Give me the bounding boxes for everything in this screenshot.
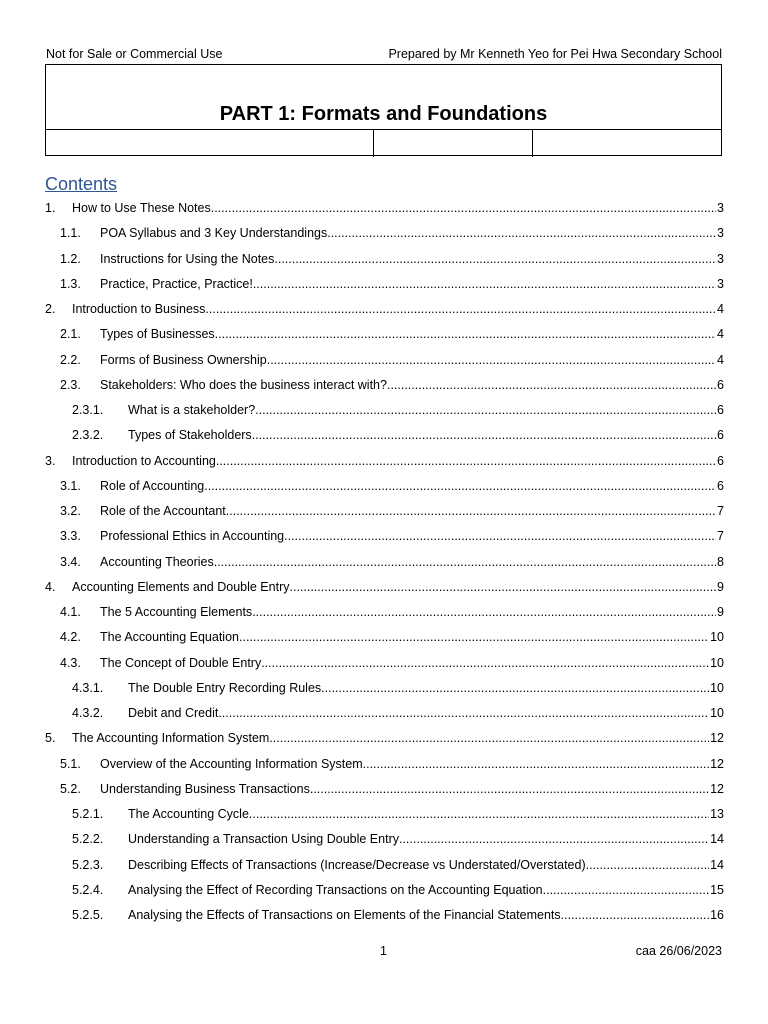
toc-entry[interactable] bbox=[45, 855, 724, 880]
toc-dot-leader bbox=[399, 829, 709, 850]
toc-entry-page: 10 bbox=[710, 680, 724, 695]
toc-dot-leader bbox=[214, 552, 716, 573]
toc-entry-title[interactable]: Analysing the Effects of Transactions on Elements of the Financial Statements bbox=[128, 908, 561, 922]
toc-entry-number: 2.3.1. bbox=[72, 403, 104, 417]
toc-entry-number: 5.1. bbox=[60, 756, 81, 771]
toc-entry-number: 5. bbox=[45, 731, 56, 746]
header-right-text: Prepared by Mr Kenneth Yeo for Pei Hwa Secondary School bbox=[388, 47, 722, 61]
toc-entry-title[interactable]: Types of Stakeholders bbox=[128, 428, 252, 443]
toc-entry-line bbox=[100, 552, 724, 573]
toc-entry[interactable] bbox=[45, 375, 724, 400]
title-cell-2 bbox=[374, 130, 533, 157]
toc-entry-line bbox=[100, 526, 724, 547]
toc-entry[interactable] bbox=[45, 324, 724, 349]
toc-entry-number: 3.3. bbox=[60, 529, 81, 544]
toc-entry-page: 10 bbox=[710, 630, 724, 645]
toc-dot-leader bbox=[239, 627, 709, 648]
toc-entry[interactable] bbox=[45, 804, 724, 829]
toc-entry-number: 2.3. bbox=[60, 377, 81, 392]
toc-entry-title[interactable]: What is a stakeholder? bbox=[128, 403, 256, 417]
toc-entry[interactable] bbox=[45, 249, 724, 274]
toc-dot-leader bbox=[218, 703, 709, 724]
toc-entry[interactable] bbox=[45, 754, 724, 779]
toc-entry-page: 12 bbox=[710, 731, 724, 746]
toc-entry-number: 4.3.2. bbox=[72, 706, 104, 720]
toc-entry-line bbox=[100, 476, 724, 497]
toc-entry-number: 1. bbox=[45, 201, 56, 215]
toc-entry-page: 3 bbox=[717, 201, 724, 215]
toc-entry-title[interactable]: Accounting Elements and Double Entry bbox=[72, 579, 290, 594]
toc-entry[interactable] bbox=[45, 451, 724, 476]
toc-entry[interactable] bbox=[45, 198, 724, 223]
toc-entry-page: 4 bbox=[717, 352, 724, 367]
toc-dot-leader bbox=[252, 602, 716, 623]
toc-entry-number: 3.4. bbox=[60, 554, 81, 569]
toc-entry-number: 4.2. bbox=[60, 630, 81, 645]
toc-entry-number: 2. bbox=[45, 302, 56, 316]
toc-entry[interactable] bbox=[45, 299, 724, 324]
toc-entry-line bbox=[100, 501, 724, 522]
toc-entry-title[interactable]: The Accounting Cycle bbox=[128, 807, 249, 821]
title-cell-3 bbox=[533, 130, 721, 157]
toc-entry[interactable] bbox=[45, 350, 724, 375]
toc-entry-title[interactable]: The Double Entry Recording Rules bbox=[128, 680, 322, 695]
toc-entry-title[interactable]: The 5 Accounting Elements bbox=[100, 605, 253, 619]
toc-dot-leader bbox=[327, 223, 716, 244]
toc-dot-leader bbox=[253, 274, 716, 295]
toc-entry-number: 1.2. bbox=[60, 251, 81, 266]
toc-entry-number: 2.3.2. bbox=[72, 428, 104, 443]
toc-entry[interactable] bbox=[45, 274, 724, 299]
toc-entry-number: 5.2.3. bbox=[72, 857, 104, 872]
toc-entry-line bbox=[100, 274, 724, 295]
toc-entry-number: 3. bbox=[45, 453, 56, 468]
header-left-text: Not for Sale or Commercial Use bbox=[46, 47, 223, 61]
toc-entry-number: 4.3. bbox=[60, 655, 81, 670]
toc-entry[interactable] bbox=[45, 829, 724, 854]
toc-entry-line bbox=[72, 728, 724, 749]
toc-entry[interactable] bbox=[45, 552, 724, 577]
toc-entry-number: 3.1. bbox=[60, 478, 81, 493]
toc-entry-title[interactable]: Introduction to Business bbox=[72, 302, 206, 316]
toc-entry-page: 4 bbox=[717, 302, 724, 316]
toc-entry[interactable] bbox=[45, 728, 724, 753]
toc-entry[interactable] bbox=[45, 905, 724, 930]
toc-entry-page: 12 bbox=[710, 756, 724, 771]
toc-entry-title[interactable]: How to Use These Notes bbox=[72, 201, 211, 215]
toc-entry-line bbox=[128, 880, 724, 901]
toc-entry-title[interactable]: Understanding a Transaction Using Double Entry bbox=[128, 832, 399, 847]
toc-entry[interactable] bbox=[45, 425, 724, 450]
toc-entry-line bbox=[100, 223, 724, 244]
toc-dot-leader bbox=[387, 375, 716, 396]
toc-entry-title[interactable]: Role of the Accountant bbox=[100, 504, 226, 518]
toc-entry-number: 2.1. bbox=[60, 327, 81, 342]
toc-entry[interactable] bbox=[45, 602, 724, 627]
toc-entry-line bbox=[100, 375, 724, 396]
toc-entry[interactable] bbox=[45, 526, 724, 551]
title-box-cells bbox=[46, 129, 721, 157]
toc-entry-line bbox=[128, 678, 724, 699]
contents-heading[interactable]: Contents bbox=[45, 174, 118, 194]
toc-entry-page: 6 bbox=[717, 478, 724, 493]
toc-dot-leader bbox=[363, 754, 709, 775]
toc-entry-number: 5.2.5. bbox=[72, 908, 104, 922]
toc-entry[interactable] bbox=[45, 400, 724, 425]
toc-entry[interactable] bbox=[45, 880, 724, 905]
toc-entry-page: 6 bbox=[717, 453, 724, 468]
title-cell-1 bbox=[46, 130, 374, 157]
toc-entry-title[interactable]: Introduction to Accounting bbox=[72, 453, 216, 468]
toc-dot-leader bbox=[290, 577, 717, 598]
toc-entry-number: 1.3. bbox=[60, 276, 81, 291]
toc-entry[interactable] bbox=[45, 653, 724, 678]
toc-entry-line bbox=[100, 754, 724, 775]
toc-entry-line bbox=[100, 249, 724, 270]
toc-entry[interactable] bbox=[45, 703, 724, 728]
toc-dot-leader bbox=[261, 653, 709, 674]
toc-entry-line bbox=[72, 451, 724, 472]
title-box bbox=[45, 64, 722, 156]
toc-entry[interactable] bbox=[45, 678, 724, 703]
toc-entry-page: 16 bbox=[710, 908, 724, 922]
document-title: PART 1: Formats and Foundations bbox=[219, 103, 548, 125]
toc-entry-line bbox=[72, 198, 724, 219]
toc-entry-title[interactable]: Describing Effects of Transactions (Increase/Decrease vs Understated/Overstated) bbox=[128, 857, 586, 872]
toc-entry-title[interactable]: Role of Accounting bbox=[100, 478, 205, 493]
toc-entry-title[interactable]: Stakeholders: Who does the business interact with? bbox=[100, 377, 387, 392]
toc-entry-line bbox=[128, 829, 724, 850]
toc-entry-line bbox=[128, 703, 724, 724]
toc-dot-leader bbox=[267, 350, 716, 371]
toc-entry-title[interactable]: Understanding Business Transactions bbox=[100, 781, 310, 796]
toc-entry-title[interactable]: Accounting Theories bbox=[100, 554, 214, 569]
toc-dot-leader bbox=[543, 880, 709, 901]
toc-entry-page: 6 bbox=[717, 377, 724, 392]
toc-entry-page: 9 bbox=[717, 579, 724, 594]
toc-dot-leader bbox=[310, 779, 709, 800]
toc-entry-number: 1.1. bbox=[60, 226, 81, 241]
toc-entry[interactable] bbox=[45, 223, 724, 248]
toc-entry-line bbox=[100, 779, 724, 800]
toc-dot-leader bbox=[216, 451, 716, 472]
toc-dot-leader bbox=[269, 728, 709, 749]
toc-entry-number: 4. bbox=[45, 579, 56, 594]
toc-entry-page: 10 bbox=[710, 655, 724, 670]
toc-dot-leader bbox=[215, 324, 716, 345]
toc-dot-leader bbox=[274, 249, 716, 270]
toc-entry[interactable] bbox=[45, 627, 724, 652]
toc-entry-title[interactable]: Types of Businesses bbox=[100, 327, 215, 342]
toc-entry-title[interactable]: Debit and Credit bbox=[128, 706, 219, 720]
toc-entry[interactable] bbox=[45, 577, 724, 602]
toc-entry-page: 4 bbox=[717, 327, 724, 342]
toc-entry-line bbox=[128, 400, 724, 421]
toc-entry-page: 9 bbox=[717, 605, 724, 619]
toc-entry-page: 12 bbox=[710, 781, 724, 796]
toc-entry-page: 14 bbox=[710, 857, 724, 872]
toc-entry[interactable] bbox=[45, 476, 724, 501]
toc-dot-leader bbox=[226, 501, 716, 522]
toc-entry-number: 5.2.2. bbox=[72, 832, 104, 847]
toc-dot-leader bbox=[252, 425, 716, 446]
toc-entry-title[interactable]: Professional Ethics in Accounting bbox=[100, 529, 285, 544]
toc-entry-page: 14 bbox=[710, 832, 724, 847]
toc-entry-page: 6 bbox=[717, 403, 724, 417]
toc-dot-leader bbox=[211, 198, 716, 219]
toc-dot-leader bbox=[586, 855, 709, 876]
toc-entry-line bbox=[128, 905, 724, 926]
table-of-contents bbox=[45, 198, 724, 930]
toc-entry-line bbox=[100, 602, 724, 623]
toc-entry-line bbox=[100, 324, 724, 345]
toc-entry-page: 6 bbox=[717, 428, 724, 443]
toc-entry-title[interactable]: Overview of the Accounting Information System bbox=[100, 756, 363, 771]
toc-entry-page: 3 bbox=[717, 251, 724, 266]
toc-entry-page: 3 bbox=[717, 276, 724, 291]
toc-entry-title[interactable]: Practice, Practice, Practice! bbox=[100, 276, 253, 291]
toc-entry-line bbox=[72, 577, 724, 598]
toc-entry-number: 2.2. bbox=[60, 352, 81, 367]
toc-dot-leader bbox=[321, 678, 709, 699]
toc-entry-line bbox=[128, 425, 724, 446]
toc-entry-title[interactable]: POA Syllabus and 3 Key Understandings bbox=[100, 226, 328, 241]
toc-entry-number: 5.2. bbox=[60, 781, 81, 796]
toc-entry-line bbox=[128, 855, 724, 876]
toc-entry-page: 10 bbox=[710, 706, 724, 720]
toc-dot-leader bbox=[284, 526, 716, 547]
toc-entry-title[interactable]: The Accounting Information System bbox=[72, 731, 270, 746]
toc-dot-leader bbox=[255, 400, 716, 421]
toc-entry-title[interactable]: The Accounting Equation bbox=[100, 630, 239, 645]
toc-entry-number: 4.1. bbox=[60, 605, 81, 619]
toc-entry-page: 13 bbox=[710, 807, 724, 821]
toc-entry-line bbox=[72, 299, 724, 320]
toc-entry-title[interactable]: Analysing the Effect of Recording Transactions on the Accounting Equation bbox=[128, 882, 543, 897]
toc-entry-line bbox=[100, 653, 724, 674]
toc-entry-line bbox=[128, 804, 724, 825]
toc-entry-line bbox=[100, 350, 724, 371]
toc-entry-title[interactable]: The Concept of Double Entry bbox=[100, 655, 262, 670]
toc-entry-number: 4.3.1. bbox=[72, 680, 104, 695]
toc-dot-leader bbox=[561, 905, 709, 926]
toc-dot-leader bbox=[204, 476, 716, 497]
toc-entry-number: 3.2. bbox=[60, 504, 81, 518]
toc-dot-leader bbox=[249, 804, 709, 825]
toc-dot-leader bbox=[205, 299, 716, 320]
toc-entry-number: 5.2.1. bbox=[72, 807, 104, 821]
toc-entry-page: 15 bbox=[710, 882, 724, 897]
toc-entry-title[interactable]: Forms of Business Ownership bbox=[100, 352, 267, 367]
toc-entry-page: 8 bbox=[717, 554, 724, 569]
toc-entry-page: 7 bbox=[717, 529, 724, 544]
toc-entry-number: 5.2.4. bbox=[72, 882, 104, 897]
footer-date-code: caa 26/06/2023 bbox=[635, 944, 722, 958]
toc-entry[interactable] bbox=[45, 779, 724, 804]
toc-entry-title[interactable]: Instructions for Using the Notes bbox=[100, 251, 275, 266]
toc-entry-page: 7 bbox=[717, 504, 724, 518]
toc-entry-page: 3 bbox=[717, 226, 724, 241]
toc-entry-line bbox=[100, 627, 724, 648]
toc-entry[interactable] bbox=[45, 501, 724, 526]
footer-page-number: 1 bbox=[380, 944, 387, 958]
